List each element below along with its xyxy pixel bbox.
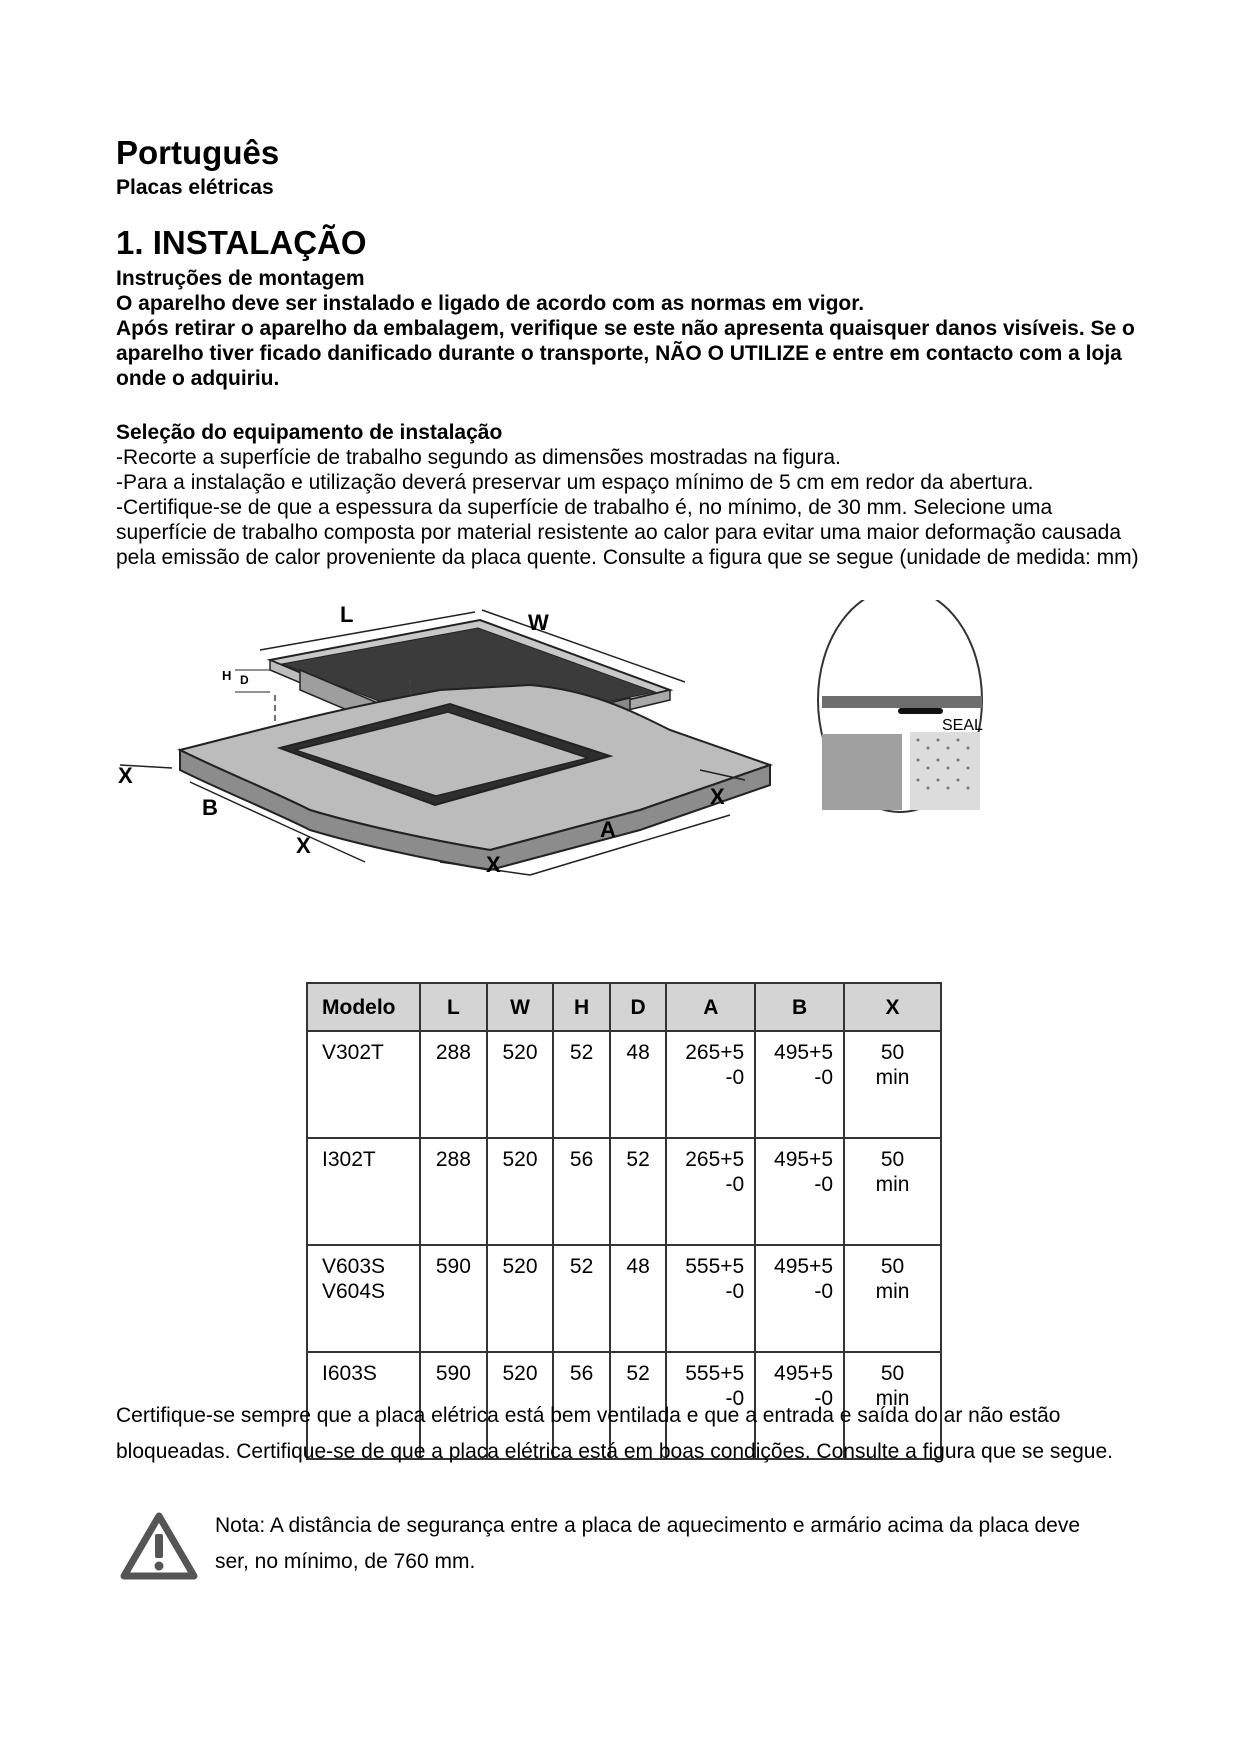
cell-x: 50 min (844, 1245, 941, 1352)
cell-model: V603S V604S (307, 1245, 420, 1352)
table-row (307, 1245, 941, 1352)
cell-h: 56 (553, 1138, 610, 1245)
selection-line-cut: -Recorte a superfície de trabalho segundo as dimensões mostradas na figura. (116, 446, 841, 469)
assembly-standards: O aparelho deve ser instalado e ligado de acordo com as normas em vigor. (116, 292, 865, 315)
label-x-left: X (118, 763, 133, 788)
assembly-damage-check: Após retirar o aparelho da embalagem, verifique se este não apresenta quaisquer danos visíveis. Se o aparelho tiver ficado danificado durante o transporte, NÃO O UTILIZE e entre em contacto com a loja onde o adquiriu. (116, 317, 1135, 390)
language-title: Português (116, 134, 280, 171)
label-l: L (340, 602, 354, 627)
cell-l: 590 (420, 1245, 487, 1352)
header-b: B (755, 983, 844, 1031)
cell-d: 52 (610, 1138, 667, 1245)
header-model: Modelo (307, 983, 420, 1031)
cell-b: 495+5 -0 (755, 1245, 844, 1352)
cell-x: 50 min (844, 1031, 941, 1138)
cell-b: 495+5 -0 (755, 1352, 844, 1459)
table-row (307, 1031, 941, 1138)
cell-x: 50 min (844, 1138, 941, 1245)
seal-detail (818, 600, 983, 812)
label-x-bottom: X (486, 852, 501, 877)
header-h: H (553, 983, 610, 1031)
cell-model: I302T (307, 1138, 420, 1245)
cell-h: 56 (553, 1352, 610, 1459)
label-h: H (222, 668, 232, 683)
cell-a: 555+5 -0 (666, 1245, 755, 1352)
cell-w: 520 (487, 1138, 554, 1245)
label-w: W (528, 610, 549, 635)
installation-diagram (110, 600, 1110, 980)
label-b: B (202, 795, 218, 820)
label-seal: SEAL (942, 717, 983, 734)
header-a: A (666, 983, 755, 1031)
assembly-instructions (116, 266, 1146, 391)
cell-b: 495+5 -0 (755, 1031, 844, 1138)
label-x-right: X (710, 784, 725, 809)
header-x: X (844, 983, 941, 1031)
cell-w: 520 (487, 1352, 554, 1459)
table-header-row (307, 983, 941, 1031)
equipment-selection (116, 420, 1146, 570)
cell-l: 288 (420, 1031, 487, 1138)
section-title: 1. INSTALAÇÃO (116, 224, 367, 261)
cell-d: 52 (610, 1352, 667, 1459)
product-subtitle: Placas elétricas (116, 176, 274, 199)
cell-x: 50 min (844, 1352, 941, 1459)
cell-d: 48 (610, 1031, 667, 1138)
cell-model: V302T (307, 1031, 420, 1138)
dimensions-table (306, 982, 942, 1460)
cell-l: 590 (420, 1352, 487, 1459)
selection-line-space: -Para a instalação e utilização deverá preservar um espaço mínimo de 5 cm em redor da abertura. (116, 471, 1034, 494)
table-row (307, 1138, 941, 1245)
cell-w: 520 (487, 1245, 554, 1352)
ventilation-paragraph: Certifique-se sempre que a placa elétrica está bem ventilada e que a entrada e saída do ar não estão bloqueadas. Certifique-se de que a placa elétrica está em boas condições. Consulte a figura que se segue. (116, 1404, 1113, 1463)
safety-note: Nota: A distância de segurança entre a placa de aquecimento e armário acima da placa deve ser, no mínimo, de 760 mm. (215, 1514, 1081, 1573)
cell-h: 52 (553, 1245, 610, 1352)
worktop-illustration (180, 685, 770, 870)
header-w: W (487, 983, 554, 1031)
header-l: L (420, 983, 487, 1031)
selection-heading: Seleção do equipamento de instalação (116, 421, 503, 444)
cell-model: I603S (307, 1352, 420, 1459)
cell-w: 520 (487, 1031, 554, 1138)
cell-a: 555+5 -0 (666, 1352, 755, 1459)
cell-l: 288 (420, 1138, 487, 1245)
cell-h: 52 (553, 1031, 610, 1138)
cell-a: 265+5 -0 (666, 1031, 755, 1138)
label-x-bottom-left: X (296, 833, 311, 858)
label-d: D (240, 673, 249, 687)
assembly-heading: Instruções de montagem (116, 267, 365, 290)
label-a: A (600, 817, 616, 842)
header-d: D (610, 983, 667, 1031)
cell-b: 495+5 -0 (755, 1138, 844, 1245)
cell-d: 48 (610, 1245, 667, 1352)
cell-a: 265+5 -0 (666, 1138, 755, 1245)
warning-triangle-icon (120, 1512, 198, 1580)
selection-line-thickness: -Certifique-se de que a espessura da superfície de trabalho é, no mínimo, de 30 mm. Selecione uma superfície de trabalho composta por material resistente ao calor para evitar uma maior deformação causada pela emissão de calor proveniente da placa quente. Consulte a figura que se segue (unidade de medida: mm) (116, 496, 1139, 569)
